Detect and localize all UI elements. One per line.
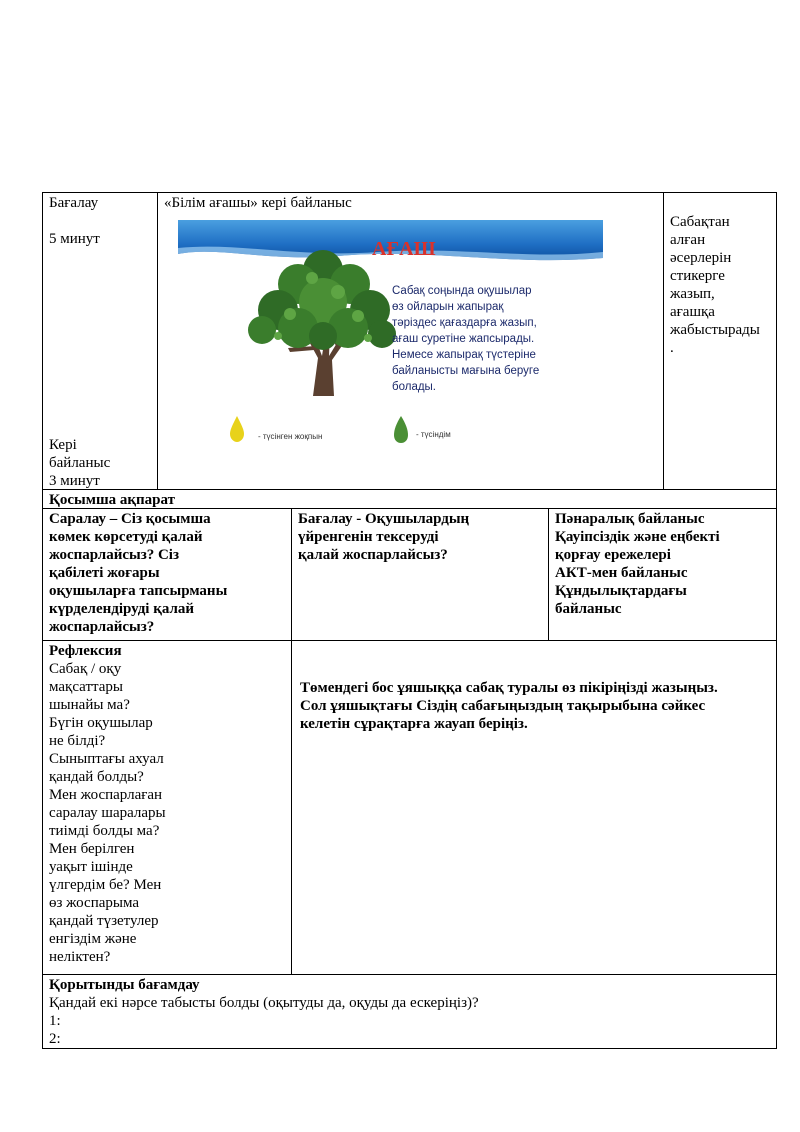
differentiation-cell: Саралау – Сіз қосымша көмек көрсетуді қалай жоспарлайсыз? Сіз қабілеті жоғары оқушыларға тапсырманы күрделендіруді қалай жоспарлайсыз? bbox=[42, 508, 292, 641]
slide-line-5: Немесе жапырақ түстеріне bbox=[392, 349, 536, 361]
slide-line-3: тәріздес қағаздарға жазып, bbox=[392, 317, 537, 329]
slide-line-6: байланысты мағына беруге bbox=[392, 365, 540, 377]
legend-green-label: - түсіндім bbox=[416, 430, 451, 439]
assessment-label: Бағалау bbox=[49, 195, 99, 211]
feedback-time-label: Кері байланыс 3 минут bbox=[49, 437, 111, 489]
slide-line-1: Сабақ соңында оқушылар bbox=[392, 285, 532, 297]
summary-item-1: 1: bbox=[49, 1013, 61, 1029]
knowledge-tree-title: «Білім ағашы» кері байланыс bbox=[164, 195, 352, 211]
green-leaf-icon bbox=[394, 416, 408, 443]
assessment-time: 5 минут bbox=[49, 231, 100, 247]
assessment-time-cell bbox=[42, 192, 158, 490]
cross-curricular-cell: Пәнаралық байланыс Қауіпсіздік және еңбекті қорғау ережелері АКТ-мен байланыс Құндылықтардағы байланыс bbox=[548, 508, 777, 641]
banner-title: АҒАШ bbox=[372, 238, 436, 260]
reflection-questions-cell: Рефлексия Сабақ / оқу мақсаттары шынайы ма? Бүгін оқушылар не білді? Сыныптағы ахуал қандай болды? Мен жоспарлаған саралау шаралары тиімді болды ма? Мен берілген уақыт ішінде үлгердім бе? Мен өз жоспарыма қандай түзетулер енгіздім және неліктен? bbox=[42, 640, 292, 975]
slide-line-2: өз ойларын жапырақ bbox=[392, 301, 504, 313]
summary-item-2: 2: bbox=[49, 1031, 61, 1047]
sticker-instruction-cell: Сабақтан алған әсерлерін стикерге жазып, ағашқа жабыстырады . bbox=[663, 192, 777, 490]
legend-yellow-label: - түсінген жоқпын bbox=[258, 432, 323, 441]
yellow-drop-icon bbox=[230, 416, 244, 442]
summary-question: Қандай екі нәрсе табысты болды (оқытуды да, оқуды да ескеріңіз)? bbox=[49, 995, 479, 1011]
extra-info-header: Қосымша ақпарат bbox=[42, 489, 777, 509]
summary-cell bbox=[42, 974, 777, 1049]
slide-line-7: болады. bbox=[392, 381, 437, 393]
reflection-instruction-cell: Төмендегі бос ұяшыққа сабақ туралы өз пікіріңізді жазыңыз. Сол ұяшықтағы Сіздің сабағыңыздың тақырыбына сәйкес келетін сұрақтарға жауап беріңіз. bbox=[291, 640, 777, 975]
assessment-plan-cell: Бағалау - Оқушылардың үйренгенін тексеруді қалай жоспарлайсыз? bbox=[291, 508, 549, 641]
slide-line-4: ағаш суретіне жапсырады. bbox=[392, 333, 535, 345]
summary-title: Қорытынды бағамдау bbox=[49, 977, 200, 993]
reflection-title: Рефлексия bbox=[49, 643, 122, 659]
tree-illustration bbox=[248, 250, 396, 396]
knowledge-tree-slide bbox=[178, 218, 603, 458]
